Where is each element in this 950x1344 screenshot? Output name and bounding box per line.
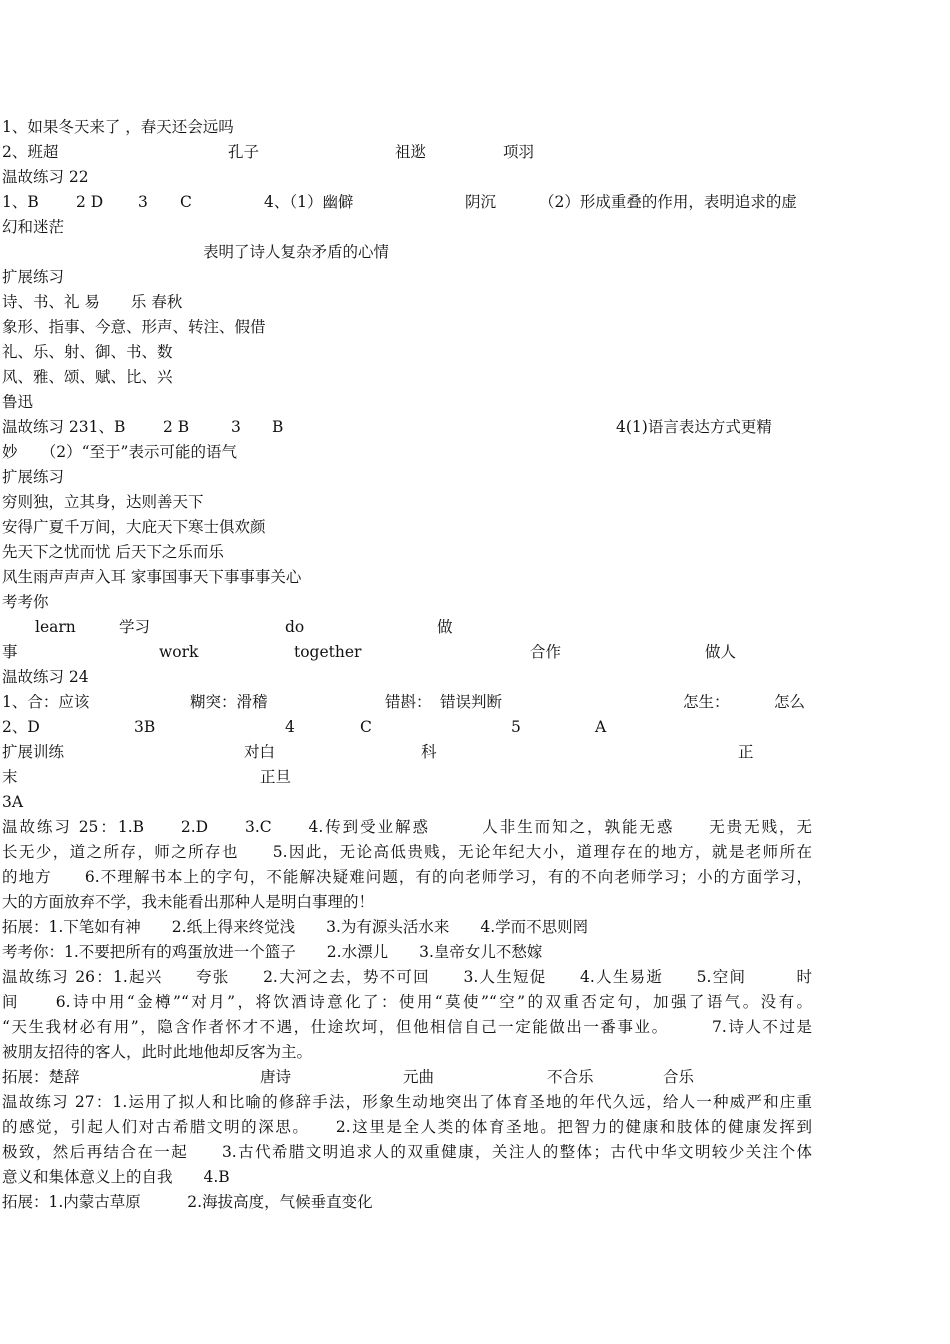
line-28: 3A: [2, 793, 24, 811]
line-26-seg-3: 科: [421, 743, 437, 761]
line-24-seg-3: 错斟：: [385, 693, 432, 711]
line-14: 妙 （2）“至于”表示可能的语气: [2, 443, 237, 461]
line-44: 拓展：1.内蒙古草原 2.海拔高度，气候垂直变化: [2, 1193, 373, 1211]
line-39-seg-3: 元曲: [403, 1068, 435, 1086]
line-4-seg-6: 阴沉: [465, 193, 497, 211]
line-25-seg-3: 4: [285, 718, 295, 736]
line-24-seg-1: 1、合：应该: [2, 693, 90, 711]
line-7: 扩展练习: [2, 268, 65, 286]
line-4-seg-2: 2 D: [76, 193, 104, 211]
line-38: 被朋友招待的客人，此时此地他却反客为主。: [2, 1043, 313, 1061]
line-17: 安得广夏千万间，大庇天下寒士俱欢颜: [2, 518, 266, 536]
line-29: 温故练习 25：1.B 2.D 3.C 4.传到受业解惑 人非生而知之，孰能无惑 无贵无贱，无: [2, 818, 812, 836]
line-22-seg-5: 做人: [705, 643, 737, 661]
line-30: 长无少，道之所存，师之所存也 5.因此，无论高低贵贱，无论年纪大小，道理存在的地方，就是老师所在: [2, 843, 812, 861]
line-22: [2, 640, 812, 665]
line-16: 穷则独，立其身，达则善天下: [2, 493, 204, 511]
line-21-seg-3: do: [285, 618, 305, 636]
line-22-seg-4: 合作: [530, 643, 562, 661]
line-4: [2, 190, 812, 215]
line-25-seg-2: 3B: [134, 718, 156, 736]
line-2-seg-2: 孔子: [228, 143, 260, 161]
line-40: 温故练习 27：1.运用了拟人和比喻的修辞手法，形象生动地突出了体育圣地的年代久远，给人一种威严和庄重: [2, 1093, 812, 1111]
line-36: 间 6.诗中用“金樽”“对月”，将饮酒诗意化了：使用“莫使”“空”的双重否定句，加强了语气。没有。: [2, 993, 812, 1011]
line-10: 礼、乐、射、御、书、数: [2, 343, 173, 361]
line-39-seg-1: 拓展：楚辞: [2, 1068, 80, 1086]
line-37: “天生我材必有用”，隐含作者怀才不遇，仕途坎坷，但他相信自己一定能做出一番事业。 7.诗人不过是: [2, 1018, 812, 1036]
line-4-seg-7: （2）形成重叠的作用，表明追求的虚: [539, 193, 797, 211]
line-27: [2, 765, 812, 790]
line-5: 幻和迷茫: [2, 218, 65, 236]
line-20: 考考你: [2, 593, 49, 611]
line-25-seg-5: 5: [511, 718, 521, 736]
line-2: [2, 140, 812, 165]
line-26-seg-1: 扩展训练: [2, 743, 65, 761]
line-24-seg-4: 错误判断: [440, 693, 503, 711]
line-8: 诗、书、礼 易 乐 春秋: [2, 293, 183, 311]
line-13-seg-4: B: [272, 418, 284, 436]
line-43: 意义和集体意义上的自我 4.B: [2, 1168, 230, 1186]
line-9: 象形、指事、今意、形声、转注、假借: [2, 318, 266, 336]
line-31: 的地方 6.不理解书本上的字句，不能解决疑难问题，有的向老师学习，有的不向老师学习；小的方面学习，: [2, 868, 812, 886]
line-6: 表明了诗人复杂矛盾的心情: [203, 243, 390, 261]
line-4-seg-1: 1、B: [2, 193, 39, 211]
line-1: 1、如果冬天来了 ，春天还会远吗: [2, 118, 234, 136]
line-26: [2, 740, 812, 765]
line-25: [2, 715, 812, 740]
line-42: 极致，然后再结合在一起 3.古代希腊文明追求人的双重健康，关注人的整体；古代中华文明较少关注个体: [2, 1143, 812, 1161]
line-13-seg-5: 4(1)语言表达方式更精: [616, 418, 772, 436]
line-13: [2, 415, 812, 440]
line-4-seg-5: 4、（1）幽僻: [264, 193, 354, 211]
line-22-seg-1: 事: [2, 643, 18, 661]
line-41: 的感觉，引起人们对古希腊文明的深思。 2.这里是全人类的体育圣地。把智力的健康和肢体的健康发挥到: [2, 1118, 812, 1136]
line-21: [2, 615, 812, 640]
line-34: 考考你：1.不要把所有的鸡蛋放进一个篮子 2.水漂儿 3.皇帝女儿不愁嫁: [2, 943, 543, 961]
line-15: 扩展练习: [2, 468, 65, 486]
line-39: [2, 1065, 812, 1090]
line-24-seg-6: 怎么: [774, 693, 806, 711]
line-22-seg-2: work: [159, 643, 199, 661]
line-39-seg-2: 唐诗: [260, 1068, 292, 1086]
line-32: 大的方面放弃不学，我未能看出那种人是明白事理的！: [2, 893, 375, 911]
line-35: 温故练习 26：1.起兴 夸张 2.大河之去，势不可回 3.人生短促 4.人生易逝 5.空间 时: [2, 968, 812, 986]
line-11: 风、雅、颂、赋、比、兴: [2, 368, 173, 386]
line-19: 风生雨声声声入耳 家事国事天下事事事关心: [2, 568, 302, 586]
line-39-seg-5: 合乐: [663, 1068, 695, 1086]
line-27-seg-1: 末: [2, 768, 18, 786]
line-21-seg-1: learn: [35, 618, 76, 636]
line-25-seg-4: C: [360, 718, 372, 736]
line-27-seg-2: 正旦: [260, 768, 292, 786]
line-3: 温故练习 22: [2, 168, 89, 186]
line-24: [2, 690, 812, 715]
line-21-seg-4: 做: [437, 618, 453, 636]
line-26-seg-2: 对白: [244, 743, 276, 761]
line-4-seg-3: 3: [138, 193, 148, 211]
line-2-seg-3: 祖逖: [395, 143, 427, 161]
line-22-seg-3: together: [294, 643, 362, 661]
line-39-seg-4: 不合乐: [547, 1068, 594, 1086]
line-13-seg-3: 3: [231, 418, 241, 436]
line-24-seg-2: 糊突：滑稽: [190, 693, 268, 711]
line-33: 拓展：1.下笔如有神 2.纸上得来终觉浅 3.为有源头活水来 4.学而不思则罔: [2, 918, 589, 936]
line-13-seg-1: 温故练习 231、B: [2, 418, 126, 436]
line-12: 鲁迅: [2, 393, 34, 411]
line-4-seg-4: C: [180, 193, 192, 211]
line-25-seg-1: 2、D: [2, 718, 40, 736]
line-13-seg-2: 2 B: [163, 418, 190, 436]
line-25-seg-6: A: [595, 718, 607, 736]
line-2-seg-1: 2、班超: [2, 143, 59, 161]
line-24-seg-5: 怎生：: [683, 693, 730, 711]
line-23: 温故练习 24: [2, 668, 89, 686]
line-26-seg-4: 正: [738, 743, 754, 761]
line-18: 先天下之忧而忧 后天下之乐而乐: [2, 543, 224, 561]
line-21-seg-2: 学习: [119, 618, 151, 636]
line-2-seg-4: 项羽: [503, 143, 535, 161]
